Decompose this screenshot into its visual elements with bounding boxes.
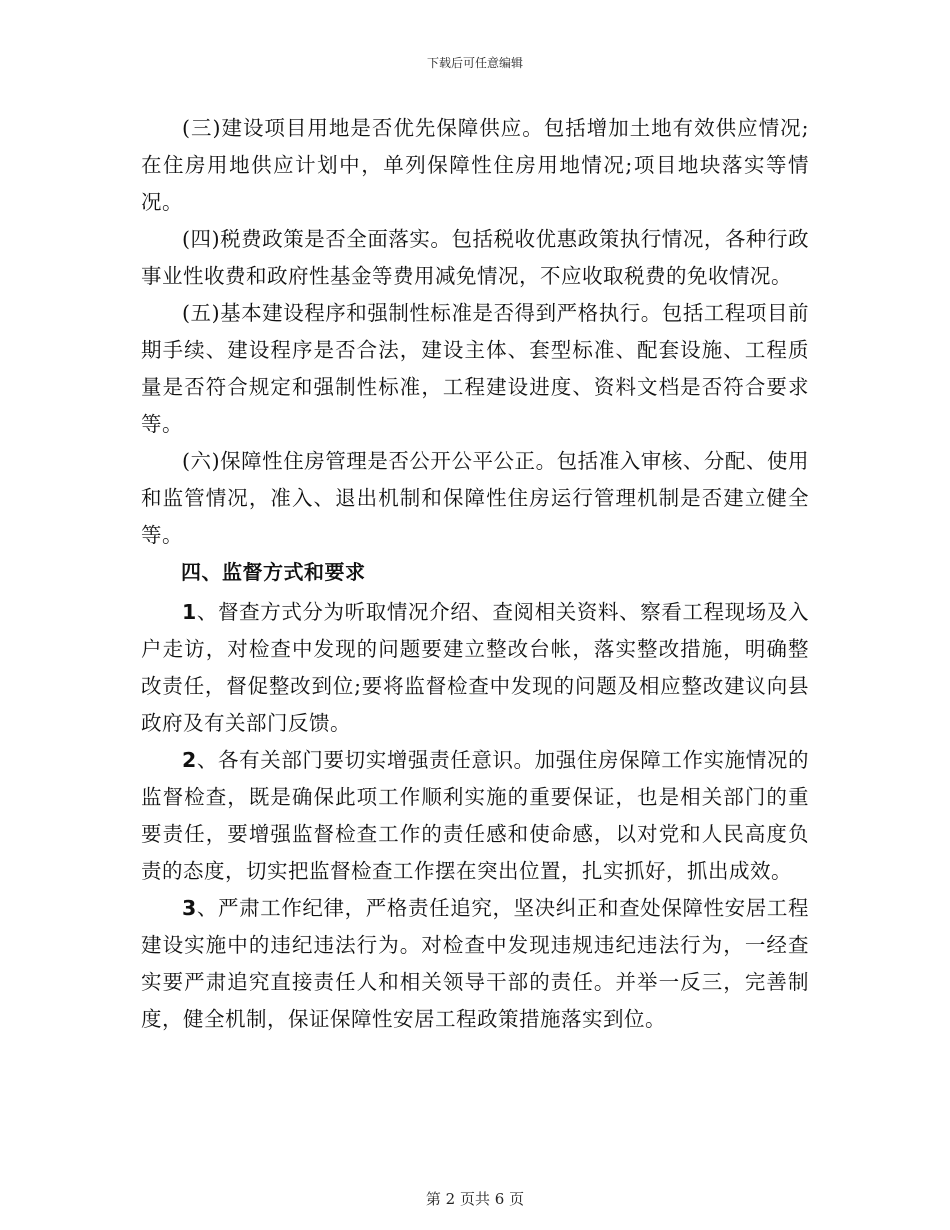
- paragraph-land-supply: (三)建设项目用地是否优先保障供应。包括增加土地有效供应情况;在住房用地供应计划中，单列保障性住房用地情况;项目地块落实等情况。: [141, 116, 809, 214]
- item-1: [141, 594, 809, 742]
- document-body: [141, 110, 809, 1038]
- paragraph-construction-standards: (五)基本建设程序和强制性标准是否得到严格执行。包括工程项目前期手续、建设程序是否合法，建设主体、套型标准、配套设施、工程质量是否符合规定和强制性标准，工程建设进度、资料文档是否符合要求等。: [141, 301, 809, 436]
- paragraph-tax-policy: (四)税费政策是否全面落实。包括税收优惠政策执行情况，各种行政事业性收费和政府性基金等费用减免情况，不应收取税费的免收情况。: [141, 227, 809, 288]
- item-3-text: 、严肃工作纪律，严格责任追究，坚决纠正和查处保障性安居工程建设实施中的违纪违法行为。对检查中发现违规违纪违法行为，一经查实要严肃追究直接责任人和相关领导干部的责任。并举一反三，完善制度，健全机制，保证保障性安居工程政策措施落实到位。: [141, 896, 809, 1031]
- item-2-text: 、各有关部门要切实增强责任意识。加强住房保障工作实施情况的监督检查，既是确保此项工作顺利实施的重要保证，也是相关部门的重要责任，要增强监督检查工作的责任感和使命感，以对党和人民高度负责的态度，切实把监督检查工作摆在突出位置，扎实抓好，抓出成效。: [141, 748, 809, 883]
- item-2-number: 2: [182, 748, 197, 772]
- page-footer-number: 第 2 页共 6 页: [425, 1190, 525, 1208]
- item-3-number: 3: [182, 896, 197, 920]
- item-1-number: 1: [182, 600, 197, 624]
- paragraph-housing-management: (六)保障性住房管理是否公开公平公正。包括准入审核、分配、使用和监管情况，准入、退出机制和保障性住房运行管理机制是否建立健全等。: [141, 449, 809, 547]
- page-header-note: 下载后可任意编辑: [426, 56, 523, 70]
- section-heading-supervision: 四、监督方式和要求: [181, 560, 366, 584]
- item-3: [141, 890, 809, 1038]
- item-2: [141, 742, 809, 890]
- item-1-text: 、督查方式分为听取情况介绍、查阅相关资料、察看工程现场及入户走访，对检查中发现的问题要建立整改台帐，落实整改措施，明确整改责任，督促整改到位;要将监督检查中发现的问题及相应整改建议向县政府及有关部门反馈。: [141, 600, 809, 735]
